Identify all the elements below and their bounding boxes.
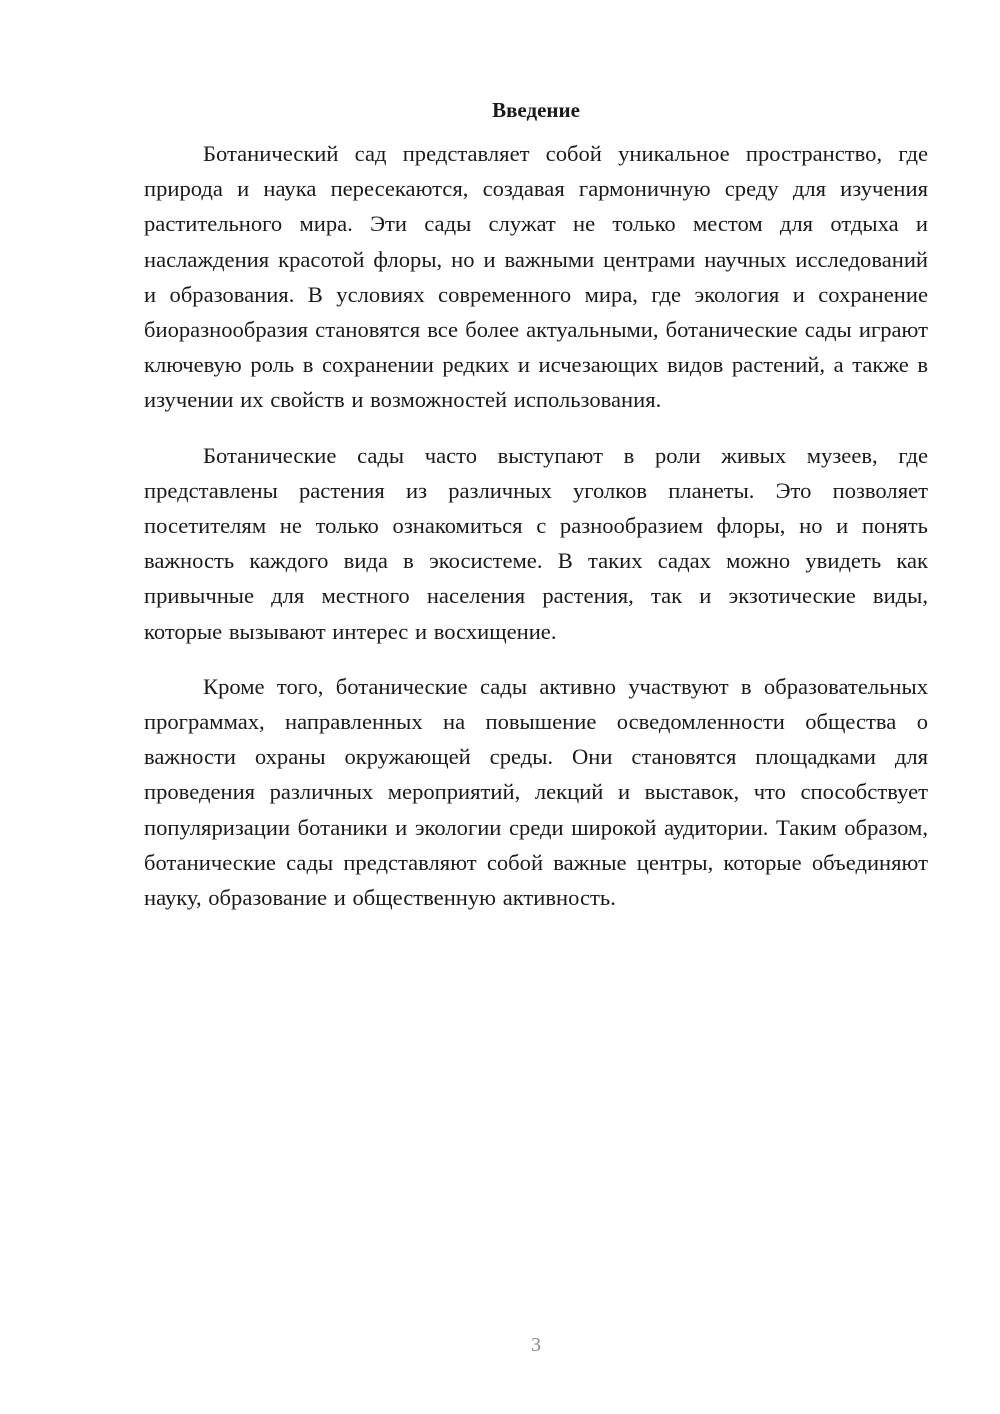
paragraph-1: Ботанический сад представляет собой уникальное пространство, где природа и наука пересекаются, создавая гармоничную среду для изучения растительного мира. Эти сады служат не только местом для отдыха и наслаждения красотой флоры, но и важными центрами научных исследований и образования. В условиях современного мира, где экология и сохранение биоразнообразия становятся все более актуальными, ботанические сады играют ключевую роль в сохранении редких и исчезающих видов растений, а также в изучении их свойств и возможностей использования. (144, 141, 928, 413)
paragraph-2: Ботанические сады часто выступают в роли живых музеев, где представлены растения из различных уголков планеты. Это позволяет посетителям не только ознакомиться с разнообразием флоры, но и понять важность каждого вида в экосистеме. В таких садах можно увидеть как привычные для местного населения растения, так и экзотические виды, которые вызывают интерес и восхищение. (144, 442, 928, 644)
paragraph-3: Кроме того, ботанические сады активно участвуют в образовательных программах, направленных на повышение осведомленности общества о важности охраны окружающей среды. Они становятся площадками для проведения различных мероприятий, лекций и выставок, что способствует популяризации ботаники и экологии среди широкой аудитории. Таким образом, ботанические сады представляют собой важные центры, которые объединяют науку, образование и общественную активность. (144, 673, 928, 911)
page-content (144, 94, 928, 935)
page-number: 3 (531, 1334, 541, 1356)
section-title: Введение (492, 98, 580, 122)
